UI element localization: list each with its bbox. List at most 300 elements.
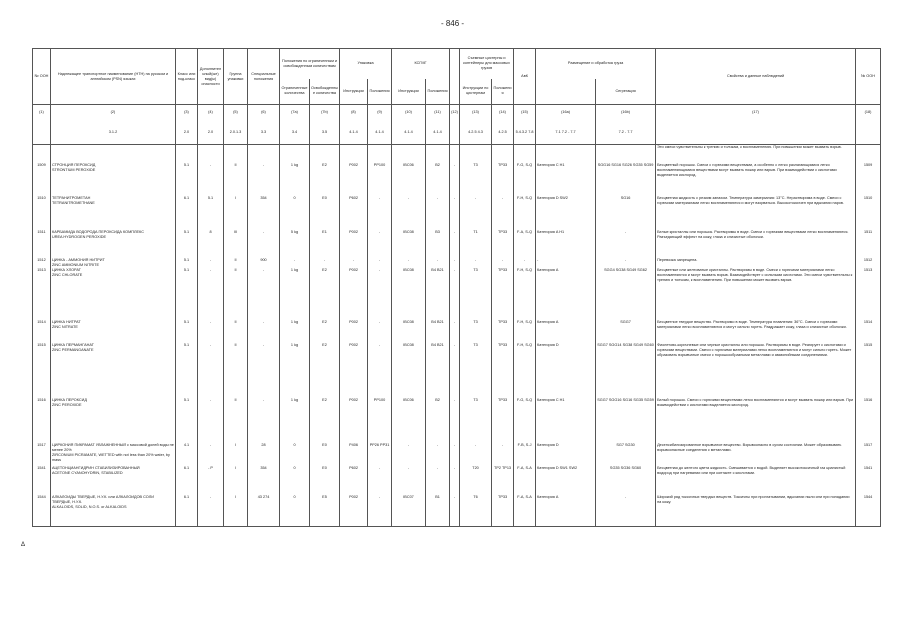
cell-seg: SGG7 SGG16 SG16 SG35 SG59 bbox=[596, 398, 656, 443]
cell-name bbox=[51, 320, 176, 343]
cell-name bbox=[51, 163, 176, 196]
header-stowage-col bbox=[536, 79, 596, 105]
name-en: ZINC PEROXIDE bbox=[52, 402, 82, 407]
column-number: (4) bbox=[198, 105, 224, 121]
cell-ti: - bbox=[460, 196, 492, 230]
cell-ems: F-H, S-Q bbox=[514, 268, 536, 320]
cell-eq: E2 bbox=[310, 320, 340, 343]
cell-sp: 43 274 bbox=[248, 495, 280, 527]
cell-un2: 1541 bbox=[856, 466, 881, 495]
cell-ibc: IBC08 bbox=[392, 320, 426, 343]
column-number: (15) bbox=[514, 105, 536, 121]
cell-st: Категория D SW2 bbox=[536, 196, 596, 230]
cell-ems: F-G, S-Q bbox=[514, 163, 536, 196]
cell-pi: P002 bbox=[340, 230, 368, 258]
cell-prop: Белые кристаллы или порошок. Растворимы в воде. Смеси с горючими веществами легко воспламеняются. Разъедающий эффект на кожу, глаза и слизистые оболочки. bbox=[656, 230, 856, 258]
cell-sub: - bbox=[198, 398, 224, 443]
column-ref bbox=[856, 121, 881, 145]
cell-eq: E2 bbox=[310, 268, 340, 320]
cell-pg: II bbox=[224, 398, 248, 443]
cell-seg: SG16 bbox=[596, 196, 656, 230]
table-body bbox=[33, 145, 881, 527]
cell-lq: - bbox=[280, 258, 310, 268]
header-tank-prov: Положения bbox=[492, 79, 514, 105]
cell-ibp: B2 bbox=[426, 398, 450, 443]
cell-ibp: B2 bbox=[426, 163, 450, 196]
cell-pi: P602 bbox=[340, 466, 368, 495]
column-ref: 3.1.2 bbox=[51, 121, 176, 145]
cell-tp: TP33 bbox=[492, 163, 514, 196]
cell-st: Категория D bbox=[536, 343, 596, 398]
header-limited-group: Положения по ограниченным и освобожденным количествам bbox=[280, 49, 340, 79]
cell-cls: 5.1 bbox=[176, 320, 198, 343]
cell-st: - bbox=[536, 258, 596, 268]
cell-eq: E5 bbox=[310, 495, 340, 527]
column-number: (16a) bbox=[536, 105, 596, 121]
header-ibc-instr: Инструкции bbox=[392, 79, 426, 105]
cell-un: 1541 bbox=[33, 466, 51, 495]
cell-tp: TP33 bbox=[492, 343, 514, 398]
cell-pp: PP100 bbox=[368, 163, 392, 196]
header-name: Надлежащее транспортное наименование (НТН) на русском и английском (PSN) языках bbox=[51, 49, 176, 105]
column-ref: 5.4.3.2 7.8 bbox=[514, 121, 536, 145]
page-number: - 846 - bbox=[440, 19, 465, 28]
cell-t12: - bbox=[450, 343, 460, 398]
name-ru: АЦЕТОНЦИАНГИДРИН СТАБИЛИЗИРОВАННЫЙ bbox=[52, 465, 140, 470]
header-pack-instr: Инструкции bbox=[340, 79, 368, 105]
cell-st: Категория A bbox=[536, 268, 596, 320]
name-ru: СТРОНЦИЯ ПЕРОКСИД bbox=[52, 162, 96, 167]
column-number: (2) bbox=[51, 105, 176, 121]
cell-sub: - P bbox=[198, 466, 224, 495]
cell-cls: 5.1 bbox=[176, 163, 198, 196]
cell-un: 1517 bbox=[33, 443, 51, 466]
cell-t12: - bbox=[450, 466, 460, 495]
column-ref bbox=[656, 121, 856, 145]
column-number: (6) bbox=[248, 105, 280, 121]
cell-un: 1513 bbox=[33, 268, 51, 320]
cell-pg: II bbox=[224, 268, 248, 320]
cell-t12: - bbox=[450, 163, 460, 196]
cell-sub: 8 bbox=[198, 230, 224, 258]
cell-ibp: B4 B21 bbox=[426, 268, 450, 320]
cell-sub: - bbox=[198, 495, 224, 527]
name-ru: ЦИНКА - АММОНИЯ НИТРИТ bbox=[52, 257, 105, 262]
cell-pp: - bbox=[368, 495, 392, 527]
cell-pp: PP100 bbox=[368, 398, 392, 443]
cell-ibc: IBC07 bbox=[392, 495, 426, 527]
cell-tp: TP2 TP13 bbox=[492, 466, 514, 495]
cell-un: 1516 bbox=[33, 398, 51, 443]
cell-st: Категория D bbox=[536, 443, 596, 466]
cell-lq: 0 bbox=[280, 495, 310, 527]
cell-st: Категория D SW1 SW2 bbox=[536, 466, 596, 495]
cell-sub: - bbox=[198, 343, 224, 398]
header-packaging: Упаковка bbox=[340, 49, 392, 79]
cell-ibp: - bbox=[426, 466, 450, 495]
cell-seg: SGG4 SG38 SG49 SG62 bbox=[596, 268, 656, 320]
cell-pg: II bbox=[224, 343, 248, 398]
cell-ibp: B4 B21 bbox=[426, 320, 450, 343]
cell-ibc: IBC06 bbox=[392, 398, 426, 443]
table-row bbox=[33, 443, 881, 466]
column-number: (13) bbox=[460, 105, 492, 121]
cell-ti: T3 bbox=[460, 343, 492, 398]
cell-t12: - bbox=[450, 320, 460, 343]
cell-ti: T1 bbox=[460, 230, 492, 258]
column-refs-row bbox=[33, 121, 881, 145]
cell-un: 1512 bbox=[33, 258, 51, 268]
table-row bbox=[33, 268, 881, 320]
cell-ibp: B4 B21 bbox=[426, 343, 450, 398]
cell-pp: - bbox=[368, 196, 392, 230]
table-row bbox=[33, 258, 881, 268]
cell-pi: P602 bbox=[340, 196, 368, 230]
cell-pi: P002 bbox=[340, 495, 368, 527]
cell-un: 1544 bbox=[33, 495, 51, 527]
cell-un2: 1511 bbox=[856, 230, 881, 258]
column-number: (3) bbox=[176, 105, 198, 121]
cell-cls: 5.1 bbox=[176, 343, 198, 398]
cell-sub: - bbox=[198, 258, 224, 268]
cell-tp: TP33 bbox=[492, 495, 514, 527]
cell-name bbox=[51, 268, 176, 320]
name-ru: ЦИНКА ПЕРМАНГАНАТ bbox=[52, 342, 94, 347]
cell-name bbox=[51, 196, 176, 230]
cell-sp: - bbox=[248, 163, 280, 196]
column-number: (5) bbox=[224, 105, 248, 121]
table-row bbox=[33, 320, 881, 343]
cell-pg: I bbox=[224, 196, 248, 230]
cell-eq: E0 bbox=[310, 196, 340, 230]
column-ref: 4.1.4 bbox=[340, 121, 368, 145]
name-ru: АЛКАЛОИДЫ ТВЕРДЫЕ, Н.У.К. или АЛКАЛОИДОВ СОЛИ ТВЕРДЫЕ, Н.У.К. bbox=[52, 494, 154, 504]
header-un-no: № ООН bbox=[33, 49, 51, 105]
cell-pp: - bbox=[368, 320, 392, 343]
cell-prop: Белый порошок. Смеси с горючими веществами легко воспламеняются и могут вызвать пожар или взрыв. При взаимодействии с кислотами выделяется кислород. bbox=[656, 398, 856, 443]
header-special-provisions: Специальные положения bbox=[248, 49, 280, 105]
cell-lq: 1 kg bbox=[280, 320, 310, 343]
cell-ibp: - bbox=[426, 196, 450, 230]
cell-eq: E0 bbox=[310, 466, 340, 495]
cell-prop: Перевозка запрещена. bbox=[656, 258, 856, 268]
cell-pg: II bbox=[224, 320, 248, 343]
cell-eq: E2 bbox=[310, 163, 340, 196]
cell-seg: - bbox=[596, 230, 656, 258]
cell-ibc: IBC08 bbox=[392, 343, 426, 398]
cell-ti: - bbox=[460, 258, 492, 268]
cell-ibc: - bbox=[392, 258, 426, 268]
cell-sp: - bbox=[248, 268, 280, 320]
cell-tp: - bbox=[492, 258, 514, 268]
column-number: (10) bbox=[392, 105, 426, 121]
name-en: ZIRCONIUM PICRAMATE, WETTED with not less than 20% water, by mass bbox=[52, 452, 170, 462]
cell-ti: T3 bbox=[460, 398, 492, 443]
header-segregation: Сегрегация bbox=[596, 79, 656, 105]
cell-tp: TP33 bbox=[492, 320, 514, 343]
header-packing-group: Группа упаковки bbox=[224, 49, 248, 105]
cell-lq: 1 kg bbox=[280, 343, 310, 398]
cell-ibc: IBC08 bbox=[392, 268, 426, 320]
cell-pg: I bbox=[224, 443, 248, 466]
cell-prop: Широкий ряд токсичных твердых веществ. Токсичны при проглатывании, вдыхании пыли или при попадании на кожу. bbox=[656, 495, 856, 527]
cell-lq: 1 kg bbox=[280, 163, 310, 196]
table-row bbox=[33, 196, 881, 230]
cell-seg: SG35 SG36 SG60 bbox=[596, 466, 656, 495]
name-en: STRONTIUM PEROXIDE bbox=[52, 167, 96, 172]
cell-lq: 5 kg bbox=[280, 230, 310, 258]
cell-lq: 1 kg bbox=[280, 398, 310, 443]
table-row bbox=[33, 495, 881, 527]
cell-prop: Бесцветная жидкость с резким запахом. Температура замерзания: 13°C. Нерастворима в воде. Смеси с горючими материалами легко воспламеняются и могут взорваться. Высокотоксичен при вдыхании паров. bbox=[656, 196, 856, 230]
dangerous-goods-table bbox=[32, 48, 881, 527]
cell-t12: - bbox=[450, 398, 460, 443]
cell-pg: II bbox=[224, 163, 248, 196]
cell-cls: 5.1 bbox=[176, 230, 198, 258]
column-number: (1) bbox=[33, 105, 51, 121]
column-ref: 2.0.1.3 bbox=[224, 121, 248, 145]
header-limited: Ограниченные количества bbox=[280, 79, 310, 105]
cell-name bbox=[51, 230, 176, 258]
cell-ti: - bbox=[460, 443, 492, 466]
cell-pi: P406 bbox=[340, 443, 368, 466]
cell-prop: Фиолетово-коричневые или черные кристаллы или порошок. Растворимы в воде. Реагирует с кислотами и горючими веществами. Смеси с горючими материалами легко воспламеняются и могут сильно гореть. Может образовать взрывчатые смеси с порошкообразными металлами и аммонийными соединениями. bbox=[656, 343, 856, 398]
column-ref: 4.1.4 bbox=[368, 121, 392, 145]
cell-un2: 1516 bbox=[856, 398, 881, 443]
cell-cls: 4.1 bbox=[176, 443, 198, 466]
table-row bbox=[33, 466, 881, 495]
cell-tp: TP33 bbox=[492, 230, 514, 258]
cell-prop: Десенсибилизированное взрывчатое вещество. Взрывоопасно в сухом состоянии. Может образовывать взрывоопасные соединения с металлами. bbox=[656, 443, 856, 466]
table-row bbox=[33, 343, 881, 398]
name-en: UREA HYDROGEN PEROXIDE bbox=[52, 234, 107, 239]
cell-eq: - bbox=[310, 258, 340, 268]
cell-ibc: - bbox=[392, 443, 426, 466]
cell-ibp: B1 bbox=[426, 495, 450, 527]
cell-cls: 6.1 bbox=[176, 495, 198, 527]
column-number: (14) bbox=[492, 105, 514, 121]
cell-st: Категория A bbox=[536, 495, 596, 527]
cell-un2: 1509 bbox=[856, 163, 881, 196]
cell-sub: - bbox=[198, 268, 224, 320]
cell-ems: F-B, S-J bbox=[514, 443, 536, 466]
cell-pi: P002 bbox=[340, 398, 368, 443]
cell-pg: I bbox=[224, 466, 248, 495]
cell-tp: - bbox=[492, 443, 514, 466]
cell-sub: 5.1 bbox=[198, 196, 224, 230]
cell-prop: Бесцветное твердое вещество. Растворимо в воде. Температура плавления: 36°C. Смеси с горючими материалами легко воспламеняются и могут сильно гореть. Раздражает кожу, глаза и слизистые оболочки. bbox=[656, 320, 856, 343]
cell-pp: - bbox=[368, 230, 392, 258]
header-tank-instr: Инструкции по цистернам bbox=[460, 79, 492, 105]
column-ref: 4.1.4 bbox=[426, 121, 450, 145]
column-numbers-row bbox=[33, 105, 881, 121]
cell-eq: E0 bbox=[310, 443, 340, 466]
cell-sub: - bbox=[198, 443, 224, 466]
cell-un2: 1510 bbox=[856, 196, 881, 230]
cell-name bbox=[51, 343, 176, 398]
cell-sp: 900 bbox=[248, 258, 280, 268]
cell-ti: T3 bbox=[460, 163, 492, 196]
cell-sp: - bbox=[248, 343, 280, 398]
cell-ems: F-A, S-Q bbox=[514, 230, 536, 258]
cell-tp: - bbox=[492, 196, 514, 230]
cell-pp: - bbox=[368, 258, 392, 268]
cell-t12: - bbox=[450, 258, 460, 268]
cell-un: 1509 bbox=[33, 163, 51, 196]
cell-sp: 354 bbox=[248, 196, 280, 230]
cell-cls: 6.1 bbox=[176, 196, 198, 230]
cell-seg: - bbox=[596, 258, 656, 268]
cell-ibp: B3 bbox=[426, 230, 450, 258]
name-ru: ТЕТРАНИТРОМЕТАН bbox=[52, 195, 91, 200]
cell-prop: Бесцветная до желтого цвета жидкость. Смешивается с водой. Выделяет высокотоксичный газ цианистый водород при нагревании или при контакте с кислотами. bbox=[656, 466, 856, 495]
cell-lq: 0 bbox=[280, 443, 310, 466]
cell-name bbox=[51, 258, 176, 268]
column-number: (16b) bbox=[596, 105, 656, 121]
column-number: (8) bbox=[340, 105, 368, 121]
cell-ems: F-H, S-Q bbox=[514, 343, 536, 398]
cell-cls: 5.1 bbox=[176, 398, 198, 443]
column-ref: 7.2 - 7.7 bbox=[596, 121, 656, 145]
cell-pg: II bbox=[224, 258, 248, 268]
name-en: TETRANITROMETHANE bbox=[52, 200, 95, 205]
cell-pi: P002 bbox=[340, 268, 368, 320]
cell-name bbox=[51, 398, 176, 443]
cell-prop: Бесцветные или желтоватые кристаллы. Растворимы в воде. Смеси с горючими материалами легко воспламеняются и могут вызвать взрыв. Взаимодействует с сильными кислотами. Эти смеси чувствительны к трению и толчкам, к воспламенению. При повышении может вызвать взрыв. bbox=[656, 268, 856, 320]
cell-ems: F-A, S-A bbox=[514, 466, 536, 495]
column-ref bbox=[450, 121, 460, 145]
name-en: ALKALOIDS, SOLID, N.O.S. or ALKALOIDS bbox=[52, 504, 127, 509]
name-en: ACETONE CYANOHYDRIN, STABILIZED bbox=[52, 470, 123, 475]
cell-t12: - bbox=[450, 196, 460, 230]
cell-pp: - bbox=[368, 466, 392, 495]
cell-tp: TP33 bbox=[492, 268, 514, 320]
cell-un2: 1512 bbox=[856, 258, 881, 268]
header-ems: АвК bbox=[514, 49, 536, 105]
cell-ibp: - bbox=[426, 443, 450, 466]
cell-name bbox=[51, 466, 176, 495]
cell-un: 1515 bbox=[33, 343, 51, 398]
column-number: (12) bbox=[450, 105, 460, 121]
cell-un2: 1514 bbox=[856, 320, 881, 343]
cell-cls: 5.1 bbox=[176, 258, 198, 268]
cell-sp: - bbox=[248, 230, 280, 258]
name-ru: ЦИНКА ХЛОРАТ bbox=[52, 267, 81, 272]
cell-ti: T6 bbox=[460, 495, 492, 527]
cell-pp: - bbox=[368, 268, 392, 320]
column-ref: 4.1.4 bbox=[392, 121, 426, 145]
column-number: (18) bbox=[856, 105, 881, 121]
name-ru: ЦИНКА ПЕРОКСИД bbox=[52, 397, 87, 402]
column-ref: 3.5 bbox=[310, 121, 340, 145]
header-un-no-right: № ООН bbox=[856, 49, 881, 105]
cell-lq: 1 kg bbox=[280, 268, 310, 320]
cell-pi: P002 bbox=[340, 163, 368, 196]
cell-un2: 1517 bbox=[856, 443, 881, 466]
cell-un: 1510 bbox=[33, 196, 51, 230]
name-ru: ЦИРКОНИЯ ПИКРАМАТ УВЛАЖНЕННЫЙ с массовой долей воды не менее 20% bbox=[52, 442, 174, 452]
cell-sp: - bbox=[248, 320, 280, 343]
cell-ti: T3 bbox=[460, 268, 492, 320]
cell-seg: SGG7 bbox=[596, 320, 656, 343]
cell-pi: - bbox=[340, 258, 368, 268]
cell-ems: F-H, S-Q bbox=[514, 196, 536, 230]
column-number: (9) bbox=[368, 105, 392, 121]
cell-ti: T3 bbox=[460, 320, 492, 343]
cell-pp: - bbox=[368, 343, 392, 398]
header-subsidiary: Дополнительный(ые) вид(ы) опасности bbox=[198, 49, 224, 105]
column-ref bbox=[33, 121, 51, 145]
cell-un: 1511 bbox=[33, 230, 51, 258]
table-row bbox=[33, 230, 881, 258]
cell-sub: - bbox=[198, 320, 224, 343]
column-number: (11) bbox=[426, 105, 450, 121]
cell-st: Категория A H1 bbox=[536, 230, 596, 258]
header-excepted: Освобожденные количества bbox=[310, 79, 340, 105]
cell-eq: E2 bbox=[310, 398, 340, 443]
cell-un: 1514 bbox=[33, 320, 51, 343]
column-ref: 7.1 7.2 - 7.7 bbox=[536, 121, 596, 145]
cell-cls: 6.1 bbox=[176, 466, 198, 495]
cell-pi: P002 bbox=[340, 343, 368, 398]
header-pack-prov: Положения bbox=[368, 79, 392, 105]
table-row bbox=[33, 398, 881, 443]
cell-sp: 28 bbox=[248, 443, 280, 466]
column-number: (17) bbox=[656, 105, 856, 121]
cell-pi: P002 bbox=[340, 320, 368, 343]
cell-lq: 0 bbox=[280, 466, 310, 495]
name-en: ZINC CHLORATE bbox=[52, 272, 83, 277]
name-en: ZINC NITRATE bbox=[52, 324, 78, 329]
change-mark: Δ bbox=[21, 542, 26, 548]
cell-eq: E2 bbox=[310, 343, 340, 398]
table-row bbox=[33, 163, 881, 196]
column-ref: 3.3 bbox=[248, 121, 280, 145]
column-ref: 4.2.5 4.3 bbox=[460, 121, 492, 145]
header-stowage: Размещение и обработка груза bbox=[536, 49, 656, 79]
cell-t12: - bbox=[450, 268, 460, 320]
header-ibc-prov: Положения bbox=[426, 79, 450, 105]
header-class: Класс или под-класс bbox=[176, 49, 198, 105]
cell-t12: - bbox=[450, 495, 460, 527]
name-ru: КАРБАМИДА ВОДОРОДА ПЕРОКСИДА КОМПЛЕКС bbox=[52, 229, 144, 234]
cell-name bbox=[51, 495, 176, 527]
cell-st: Категория C H1 bbox=[536, 163, 596, 196]
cell-eq: E1 bbox=[310, 230, 340, 258]
cell-sub: - bbox=[198, 163, 224, 196]
name-en: ZINC AMMONIUM NITRITE bbox=[52, 262, 100, 267]
cell-sp: - bbox=[248, 398, 280, 443]
cell-pp: PP26 PP31 bbox=[368, 443, 392, 466]
cell-lq: 0 bbox=[280, 196, 310, 230]
cell-t12: - bbox=[450, 443, 460, 466]
cell-un2: 1513 bbox=[856, 268, 881, 320]
name-en: ZINC PERMANGANATE bbox=[52, 347, 94, 352]
name-ru: ЦИНКА НИТРАТ bbox=[52, 319, 81, 324]
cell-ibc: IBC06 bbox=[392, 163, 426, 196]
column-ref: 4.2.5 bbox=[492, 121, 514, 145]
column-ref: 3.4 bbox=[280, 121, 310, 145]
cell-ems: F-G, S-Q bbox=[514, 398, 536, 443]
column-number: (7b) bbox=[310, 105, 340, 121]
continuation-text: Эти смеси чувствительны к трению и толчкам, к воспламенению. При повышении может вызвать взрыв. bbox=[656, 145, 856, 163]
cell-ibc: - bbox=[392, 466, 426, 495]
cell-un2: 1544 bbox=[856, 495, 881, 527]
cell-cls: 5.1 bbox=[176, 268, 198, 320]
cell-ibc: - bbox=[392, 196, 426, 230]
header-tanks: Съемные цистерны и контейнеры для массовых грузов bbox=[460, 49, 514, 79]
cell-ti: T20 bbox=[460, 466, 492, 495]
